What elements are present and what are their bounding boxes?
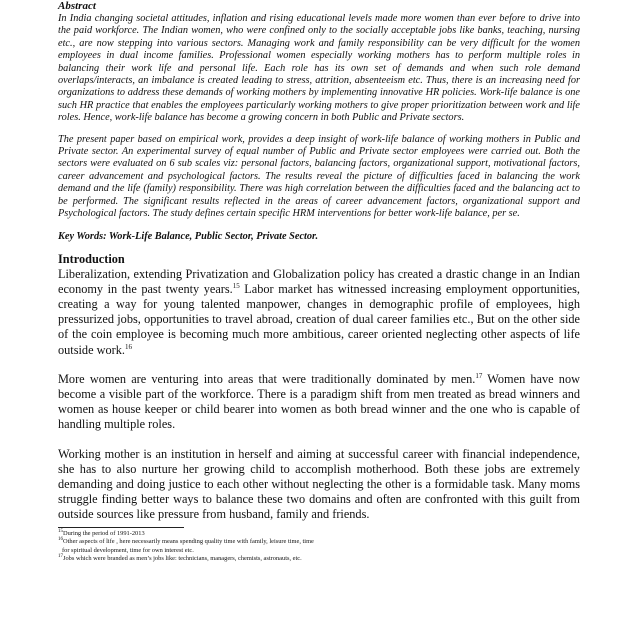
footnote-divider [58,527,184,528]
footnote-15-text: During the period of 1991-2013 [63,529,145,537]
footnote-ref-15[interactable]: 15 [232,281,240,290]
intro-paragraph-3: Working mother is an institution in herself and aiming at successful career with financial independence, she has to also nurture her growing child to accomplish motherhood. Both these jobs are extremely demanding and doing justice to each other without neglecting the other is a formidable task. Many moms struggle finding better ways to balance these two domains and often are confronted with this guilt from outside sources like pressure from husband, family and friends. [58,446,580,522]
intro-p2-text-b: Women have now become a visible part of the workforce. There is a paradigm shift from men treated as bread winners and women as house keeper or child bearer into women as both bread winner and the one who is capable of handling multiple roles. [58,371,580,432]
footnote-15 [58,530,580,539]
footnote-ref-16[interactable]: 16 [124,342,132,351]
intro-p1-text-a: Liberalization, extending Privatization and Globalization policy has created a drastic change in an Indian economy in the past twenty years. [58,266,580,296]
footnote-ref-17[interactable]: 17 [475,371,483,380]
keywords: Key Words: Work-Life Balance, Public Sector, Private Sector. [58,230,319,242]
footnote-17 [58,555,580,564]
footnote-16-continued: for spiritual development, time for own interest etc. [62,546,194,554]
footnote-16-number: 16 [58,537,63,543]
intro-paragraph-2 [58,372,580,433]
footnote-17-number: 17 [58,554,63,560]
paper-page [58,0,580,564]
footnote-17-text: Jobs which were branded as men’s jobs like: technicians, managers, chemists, astronauts, etc. [63,555,302,563]
footnote-16 [58,538,580,547]
abstract-heading: Abstract [58,0,96,12]
abstract-paragraph-1: In India changing societal attitudes, inflation and rising educational levels made more women than ever before to drive into the paid workforce. The Indian women, who were confined only to the socially acceptable jobs like banks, teaching, nursing etc., are now stepping into various sectors. Managing work and family responsibility can be very difficult for the women employees in dual income families. Professional women especially working mothers has to perform multiple roles in balancing their work life and personal life. Each role has its own set of demands and when such role demand overlaps/interacts, an imbalance is created leading to stress, attrition, absenteeism etc. Thus, there is an increasing need for organizations to address these demands of working mothers by implementing innovative HR policies. Work-life balance is one such HR practice that enables the employees particularly working mothers to give proper prioritization between work and life roles. Hence, work-life balance has become a growing concern in both Public and Private sectors. [58,13,580,124]
intro-p2-text-a: More women are venturing into areas that were traditionally dominated by men. [58,371,476,386]
intro-p1-text-b: Labor market has witnessed increasing employment opportunities, creating a way for young talented manpower, changes in demographic profile of employees, high pressurized jobs, opportunities to travel abroad, creation of dual career families etc., But on the other side of the coin employee is becoming much more ambitious, career oriented neglecting other aspects of life outside work. [58,281,580,357]
footnote-15-number: 15 [58,528,63,534]
abstract-paragraph-2: The present paper based on empirical work, provides a deep insight of work-life balance of working mothers in Public and Private sector. An experimental survey of equal number of Public and Private sector employees were carried out. Both the sectors were evaluated on 6 sub scales viz: personal factors, balancing factors, organizational support, motivational factors, career advancement and psychological factors. The results reveal the picture of difficulties faced in balancing the work demand and the life (family) responsibility. There was high correlation between the difficulties faced and the balancing act to be performed. The significant results reflected in the areas of career advancement factors, organizational support and Psychological factors. The study defines certain specific HRM interventions for better work-life balance, per se. [58,133,580,220]
introduction-heading: Introduction [58,251,125,266]
intro-paragraph-1 [58,267,580,358]
footnote-16-text: Other aspects of life , here necessarily means spending quality time with family, leisure time, time [63,538,314,546]
